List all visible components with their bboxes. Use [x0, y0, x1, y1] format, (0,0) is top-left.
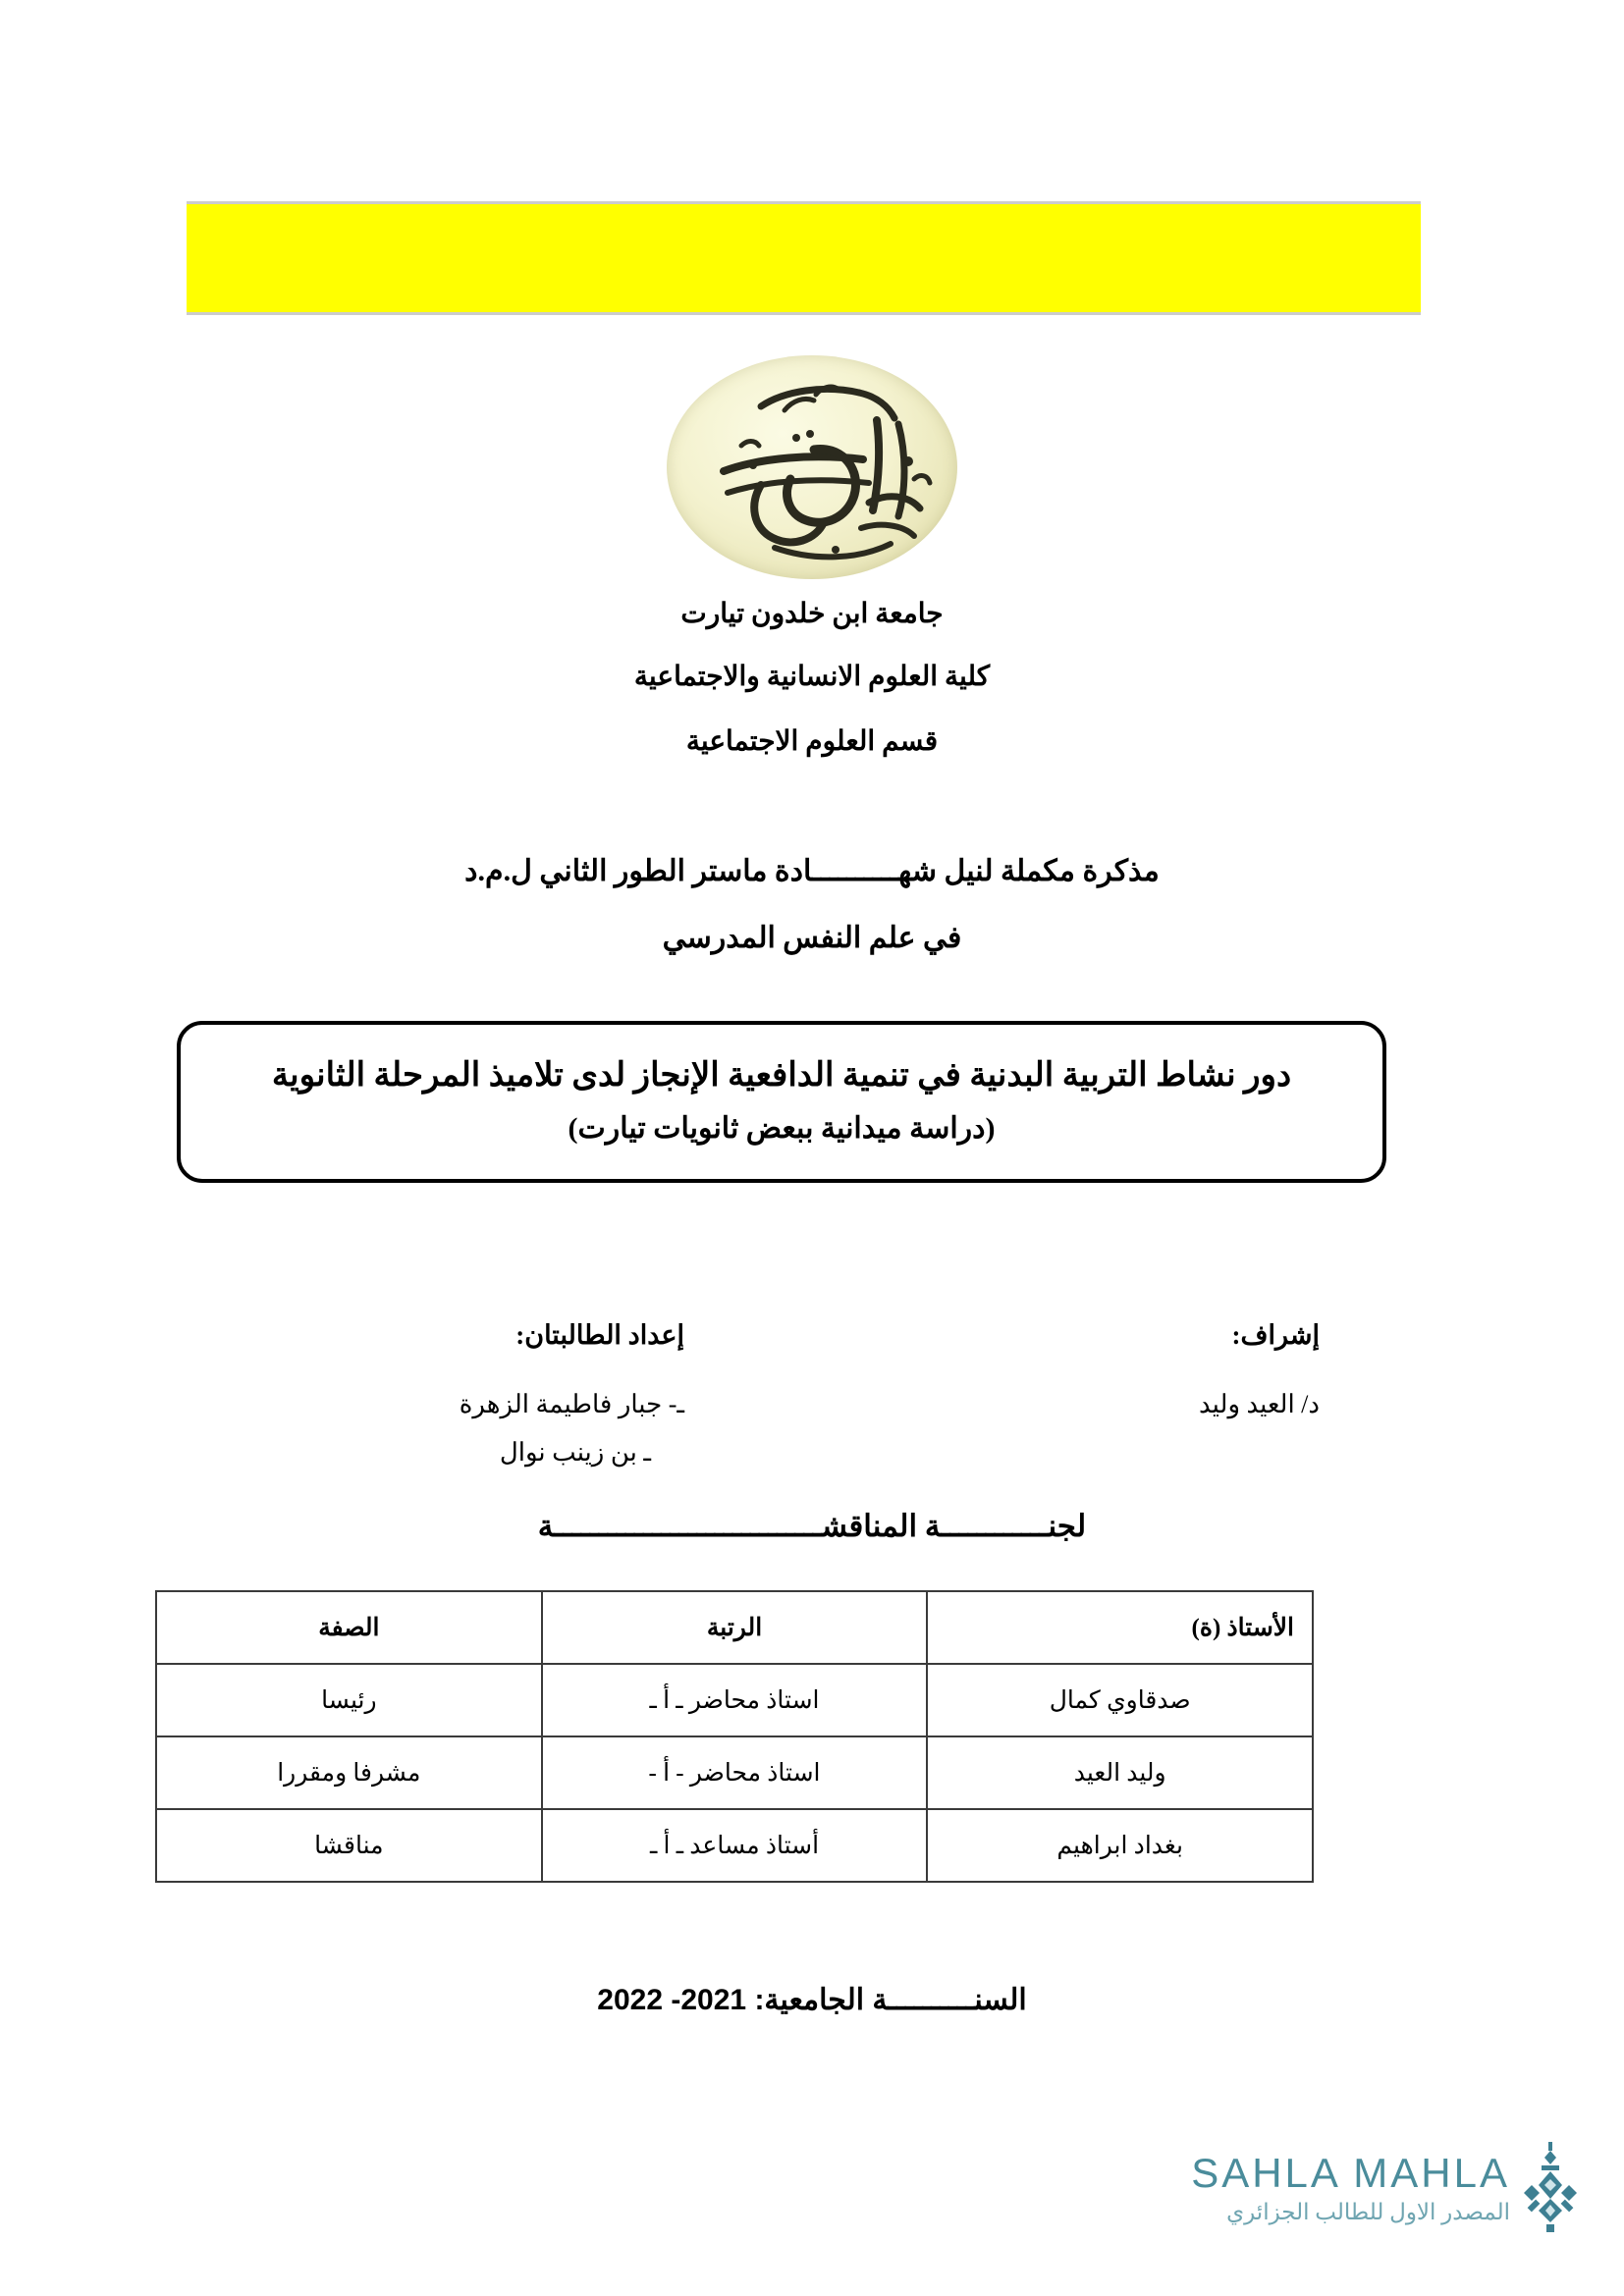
faculty-name: كلية العلوم الانسانية والاجتماعية — [633, 662, 991, 692]
jury-member-name: وليد العيد — [927, 1736, 1313, 1809]
column-header-rank: الرتبة — [542, 1591, 928, 1664]
table-header-row — [156, 1591, 1313, 1664]
authors-supervisor-section — [177, 1320, 1447, 1477]
watermark-title: SAHLA MAHLA — [1191, 2150, 1510, 2196]
authors-heading: إعداد الطالبتان: — [515, 1320, 684, 1350]
degree-statement-line1: مذكرة مكملة لنيل شهــــــــــادة ماستر الطور الثاني ل.م.د — [464, 855, 1160, 887]
thesis-title-box — [177, 1021, 1386, 1183]
university-name: جامعة ابن خلدون تيارت — [680, 599, 944, 629]
table-row — [156, 1809, 1313, 1882]
supervisor-heading: إشراف: — [1231, 1320, 1320, 1350]
supervisor-block — [812, 1320, 1447, 1428]
degree-statement-line2: في علم النفس المدرسي — [662, 922, 962, 954]
jury-table — [155, 1590, 1314, 1883]
university-logo-container — [0, 355, 1624, 579]
author-name-1: ـ- جبار فاطيمة الزهرة — [459, 1390, 684, 1418]
authors-block — [177, 1320, 812, 1477]
yellow-highlight-block — [187, 201, 1421, 315]
watermark-subtitle: المصدر الاول للطالب الجزائري — [1226, 2200, 1510, 2224]
sahla-mahla-watermark — [1129, 2130, 1581, 2248]
academic-year: السنــــــــــة الجامعية: 2021- 2022 — [597, 1984, 1027, 2016]
jury-member-rank: أستاذ مساعد ـ أ ـ — [542, 1809, 928, 1882]
jury-member-role: مناقشا — [156, 1809, 542, 1882]
university-seal-icon — [667, 355, 957, 579]
department-name: قسم العلوم الاجتماعية — [685, 726, 939, 757]
author-name-2: ـ بن زينب نوال — [499, 1438, 651, 1468]
supervisor-name: د/ العيد وليد — [1199, 1390, 1320, 1418]
jury-member-name: صدقاوي كمال — [927, 1664, 1313, 1736]
table-row — [156, 1736, 1313, 1809]
column-header-professor: الأستاذ (ة) — [927, 1591, 1313, 1664]
jury-member-rank: استاذ محاضر ـ أ ـ — [542, 1664, 928, 1736]
column-header-role: الصفة — [156, 1591, 542, 1664]
table-row — [156, 1664, 1313, 1736]
thesis-title: دور نشاط التربية البدنية في تنمية الدافعية الإنجاز لدى تلاميذ المرحلة الثانوية — [271, 1057, 1292, 1094]
jury-member-rank: استاذ محاضر - أ - — [542, 1736, 928, 1809]
jury-member-role: رئيسا — [156, 1664, 542, 1736]
berber-diamond-ornament-icon — [1520, 2142, 1581, 2237]
jury-heading: لجنــــــــــــة المناقشــــــــــــــــــــــــــــــة — [537, 1509, 1087, 1543]
jury-member-name: بغداد ابراهيم — [927, 1809, 1313, 1882]
thesis-subtitle: (دراسة ميدانية ببعض ثانويات تيارت) — [568, 1111, 996, 1145]
jury-member-role: مشرفا ومقررا — [156, 1736, 542, 1809]
watermark-text — [1191, 2150, 1510, 2225]
